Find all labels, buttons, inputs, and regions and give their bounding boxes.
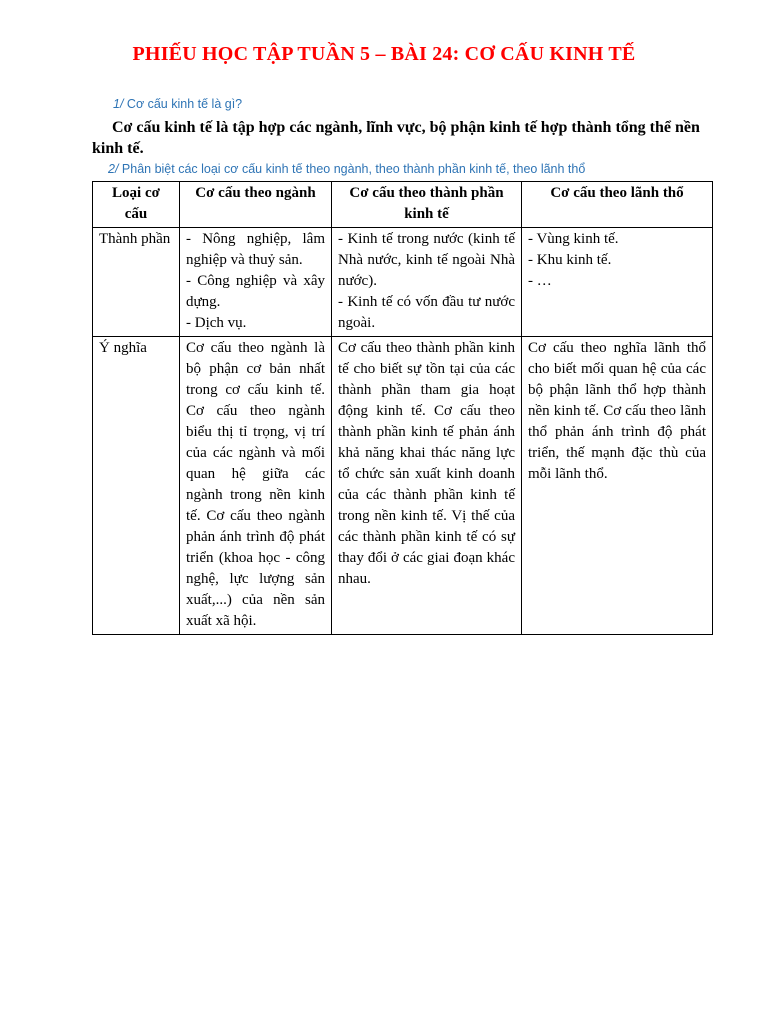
header-by-territory: Cơ cấu theo lãnh thổ <box>522 182 713 228</box>
cell-territory-meaning: Cơ cấu theo nghĩa lãnh thổ cho biết mối quan hệ của các bộ phận lãnh thổ hợp thành nền kinh tế. Cơ cấu theo lãnh thổ phản ánh trình độ phát triển, thế mạnh đặc thù của mỗi lãnh thổ. <box>522 337 713 635</box>
header-by-economic-component: Cơ cấu theo thành phần kinh tế <box>332 182 522 228</box>
question-1-text: Cơ cấu kinh tế là gì? <box>123 97 243 111</box>
table-row <box>93 228 713 337</box>
list-item: - Kinh tế trong nước (kinh tế Nhà nước, kinh tế ngoài Nhà nước). <box>338 231 515 289</box>
cell-economic-components <box>332 228 522 337</box>
list-item: - … <box>528 273 552 289</box>
economic-structure-table <box>92 181 713 635</box>
cell-sector-meaning: Cơ cấu theo ngành là bộ phận cơ bản nhất trong cơ cấu kinh tế. Cơ cấu theo ngành biểu thị tỉ trọng, vị trí của các ngành và mối quan hệ giữa các ngành trong nền kinh tế. Cơ cấu theo ngành phản ánh trình độ phát triển (khoa học - công nghệ, lực lượng sản xuất,...) của nền sản xuất xã hội. <box>180 337 332 635</box>
row-label-meaning: Ý nghĩa <box>93 337 180 635</box>
list-item: - Công nghiệp và xây dựng. <box>186 273 325 310</box>
list-item: - Vùng kinh tế. <box>528 231 619 247</box>
question-1-heading <box>113 97 242 111</box>
header-type: Loại cơ cấu <box>93 182 180 228</box>
list-item: - Khu kinh tế. <box>528 252 612 268</box>
table-row <box>93 337 713 635</box>
cell-economic-meaning: Cơ cấu theo thành phần kinh tế cho biết sự tồn tại của các thành phần tham gia hoạt động kinh tế. Cơ cấu theo thành phần kinh tế phản ánh khả năng khai thác năng lực tổ chức sản xuất kinh doanh của các thành phần kinh tế trong nền kinh tế. Vị thế của các thành phần kinh tế có sự thay đổi ở các giai đoạn khác nhau. <box>332 337 522 635</box>
cell-sector-components <box>180 228 332 337</box>
question-1-answer: Cơ cấu kinh tế là tập hợp các ngành, lĩnh vực, bộ phận kinh tế hợp thành tổng thể nền kinh tế. <box>92 119 700 157</box>
list-item: - Dịch vụ. <box>186 315 247 331</box>
question-2-heading <box>108 162 585 176</box>
page-title: PHIẾU HỌC TẬP TUẦN 5 – BÀI 24: CƠ CẤU KINH TẾ <box>132 43 636 65</box>
question-1-number: 1/ <box>113 97 124 111</box>
question-2-number: 2/ <box>108 162 119 176</box>
list-item: - Nông nghiệp, lâm nghiệp và thuỷ sản. <box>186 231 325 268</box>
row-label-components: Thành phần <box>93 228 180 337</box>
header-by-sector: Cơ cấu theo ngành <box>180 182 332 228</box>
list-item: - Kinh tế có vốn đầu tư nước ngoài. <box>338 294 515 331</box>
question-2-text: Phân biệt các loại cơ cấu kinh tế theo ngành, theo thành phần kinh tế, theo lãnh thổ <box>118 162 586 176</box>
table-header-row <box>93 182 713 228</box>
cell-territory-components <box>522 228 713 337</box>
